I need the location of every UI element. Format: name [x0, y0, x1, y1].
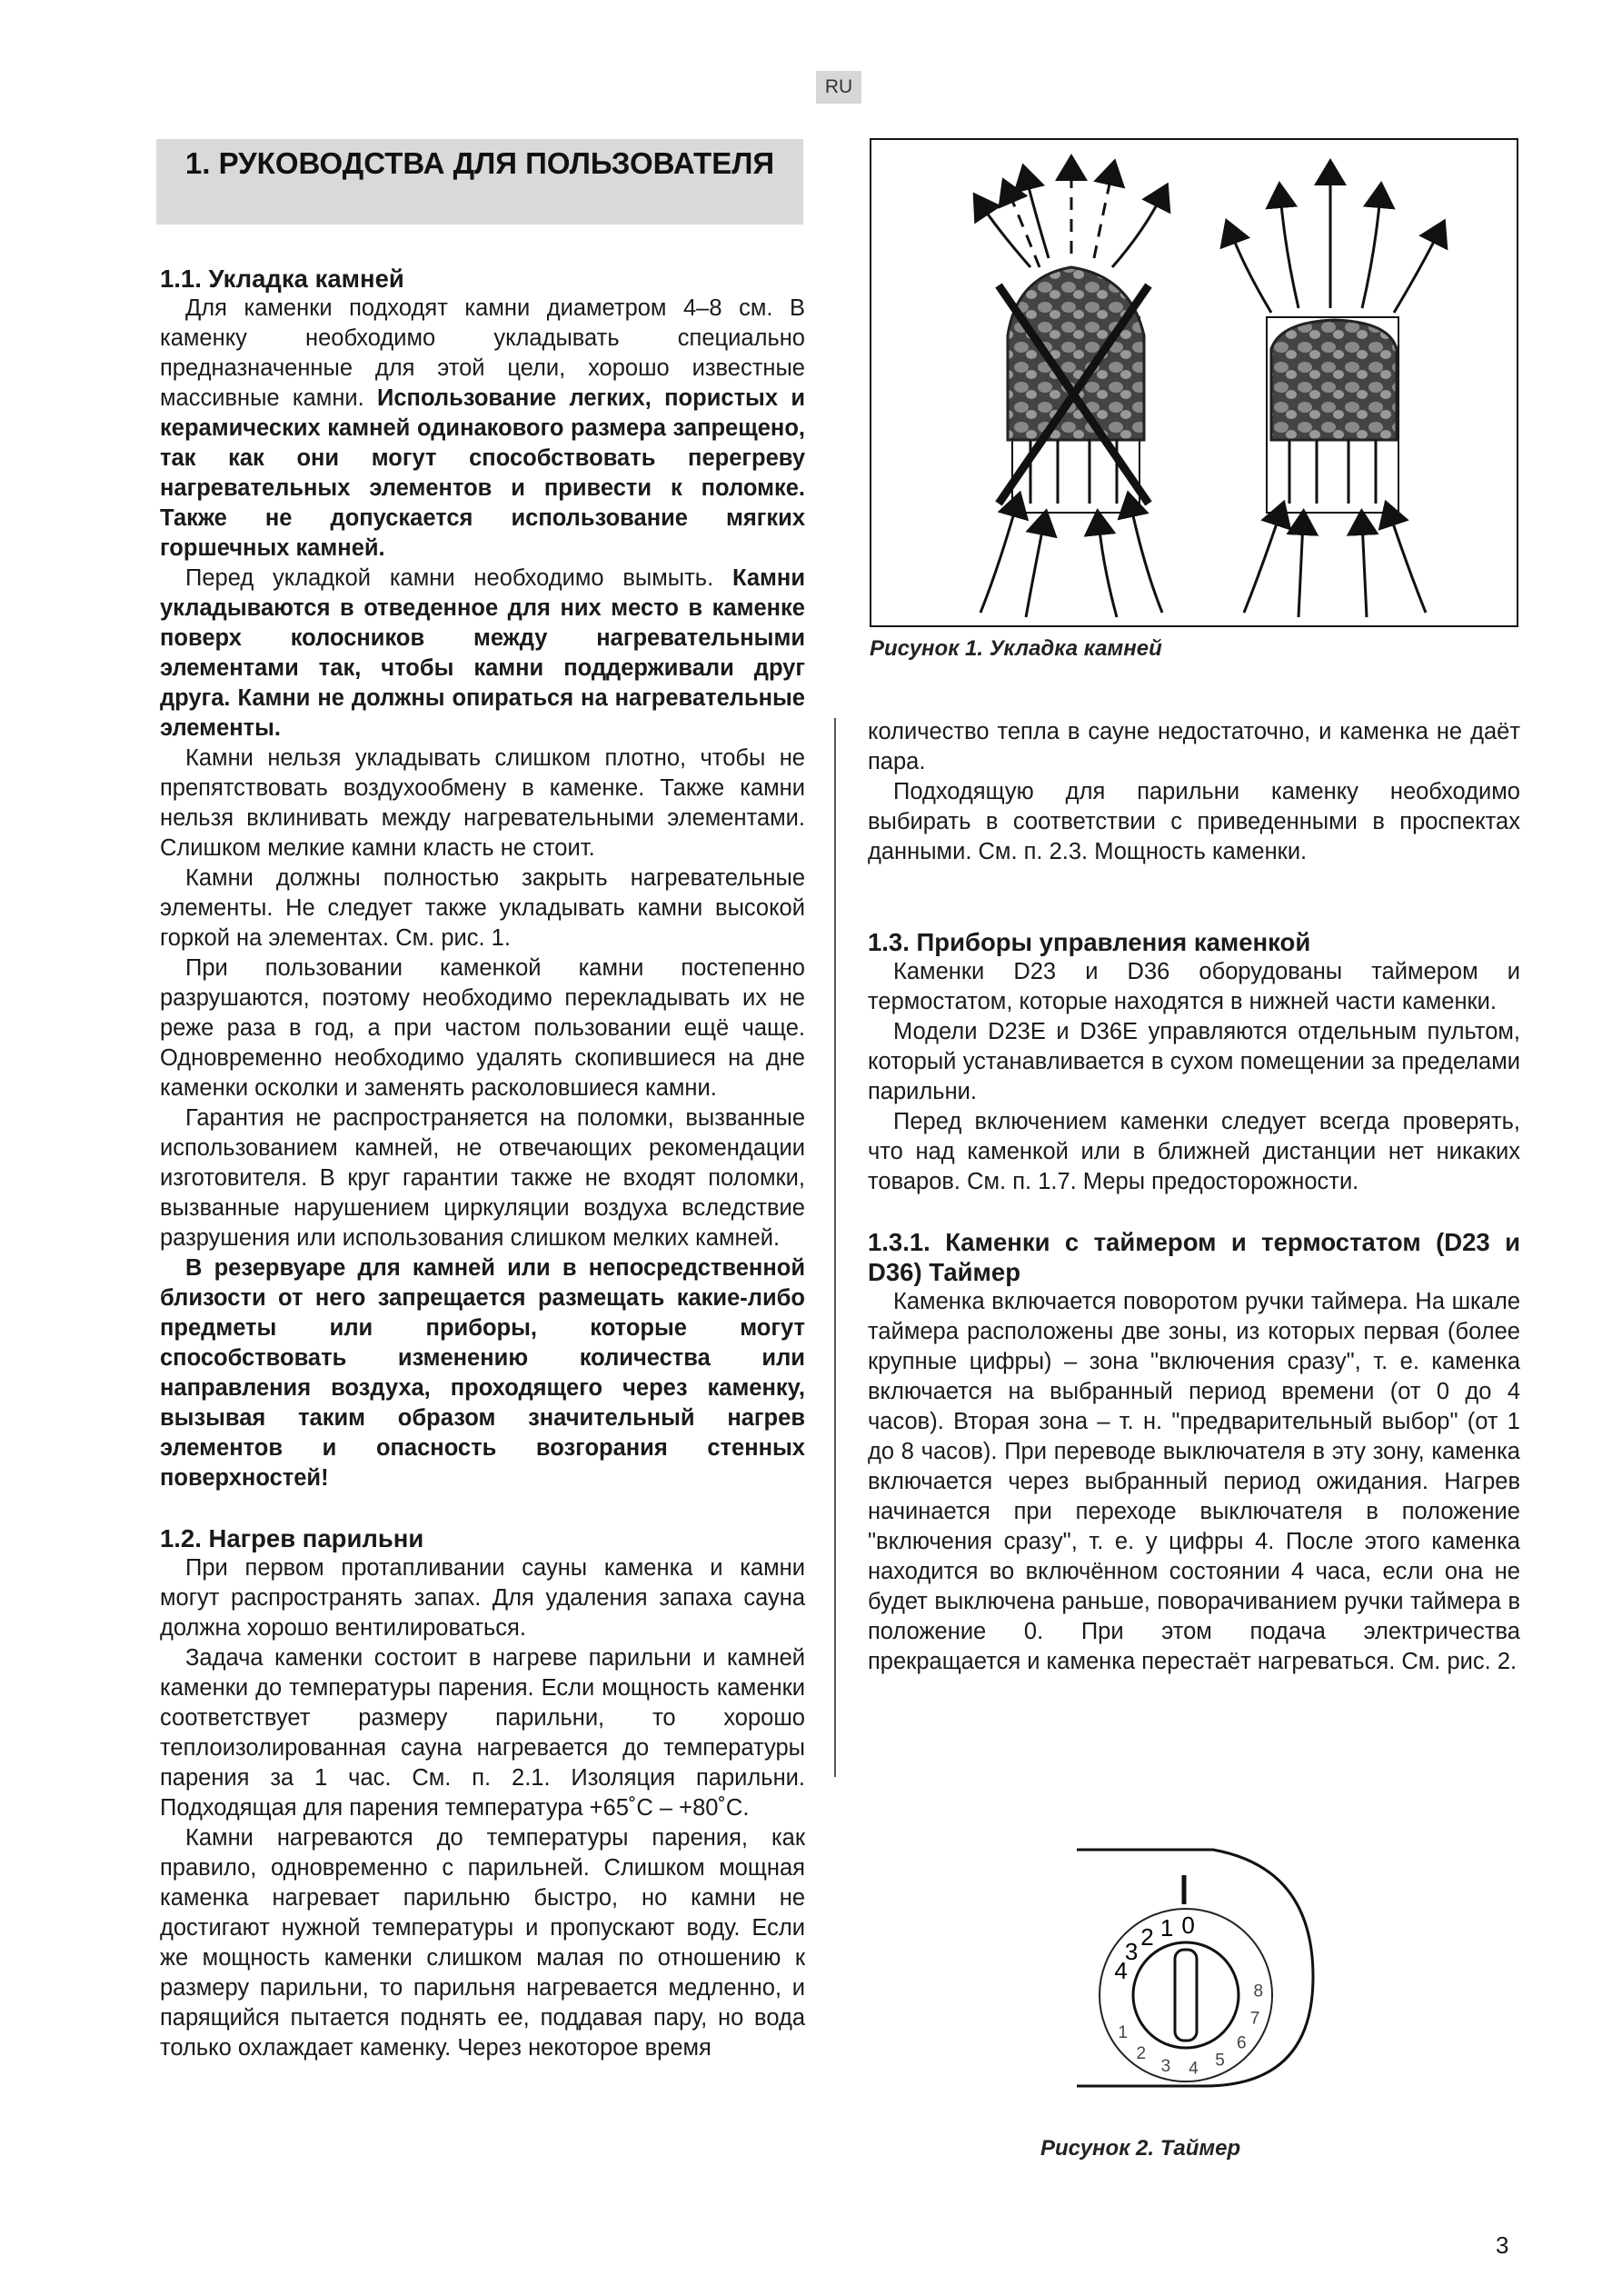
wrong-placement-heater [980, 167, 1162, 617]
paragraph: Камни должны полностью закрыть нагревательные элементы. Не следует также укладывать камни высокой горкой на элементах. См. рис. 1. [160, 865, 805, 951]
timer-preset-label: 2 [1136, 2044, 1147, 2064]
paragraph: Для каменки подходят камни диаметром 4–8 см. В каменку необходимо укладывать специально предназначенные для этой цели, хорошо известные массивные камни. Использование легких, пористых и керамических камней одинакового размера запрещено, так как они могут способствовать перегреву нагревательных элементов и привести к поломке. Также не допускается использование мягких горшечных камней. [160, 295, 805, 561]
timer-preset-label: 6 [1236, 2033, 1247, 2053]
paragraph: При пользовании каменкой камни постепенно разрушаются, поэтому необходимо перекладывать их не реже раза в год, а при частом пользовании ещё чаще. Одновременно необходимо удалять скопившиеся на дне каменки осколки и заменять расколовшиеся камни. [160, 955, 805, 1101]
figure-2-timer [1040, 1813, 1331, 2104]
section-1-3-1-heading: 1.3.1. Каменки с таймером и термостатом (D23 и D36) Таймер [868, 1228, 1520, 1286]
stone-placement-illustration [871, 140, 1517, 625]
figure-1-caption: Рисунок 1. Укладка камней [870, 636, 1162, 661]
dial-knob [1133, 1942, 1239, 2048]
right-column [868, 717, 1520, 1677]
timer-preset-label: 3 [1160, 2056, 1171, 2076]
paragraph: Камни нельзя укладывать слишком плотно, чтобы не препятствовать воздухообмену в каменке. Также камни нельзя вклинивать между нагревательными элементами. Слишком мелкие камни класть не стоит. [160, 745, 805, 861]
timer-preset-label: 5 [1215, 2051, 1225, 2071]
language-badge: RU [816, 71, 861, 104]
paragraph: Гарантия не распространяется на поломки, вызванные использованием камней, не отвечающих рекомендации изготовителя. В круг гарантии также не входят поломки, вызванные нарушением циркуляции воздуха вследствие разрушения или использования слишком мелких камней. [160, 1105, 805, 1251]
timer-immediate-label: 2 [1140, 1922, 1154, 1951]
paragraph: Каменки D23 и D36 оборудованы таймером и термостатом, которые находятся в нижней части каменки. [868, 959, 1520, 1014]
figure-1-stone-placement [870, 138, 1518, 627]
column-divider [834, 718, 836, 1777]
page-number: 3 [1496, 2231, 1509, 2259]
section-1-2-heading: 1.2. Нагрев парильни [160, 1524, 424, 1552]
paragraph: Камни нагреваются до температуры парения, как правило, одновременно с парильней. Слишком мощная каменка нагревает парильню быстро, но камни не достигают нужной температуры и пропускают воду. Если же мощность каменки слишком малая по отношению к размеру парильни, то парильня нагревается медленно, и парящийся пытается поднять ее, поддавая пару, но вода только охлаждает каменку. Через некоторое время [160, 1825, 805, 2061]
left-column [160, 264, 805, 2063]
figure-2-caption: Рисунок 2. Таймер [1040, 2136, 1241, 2161]
timer-immediate-label: 4 [1114, 1957, 1128, 1985]
main-title: 1. РУКОВОДСТВА ДЛЯ ПОЛЬЗОВАТЕЛЯ [156, 139, 803, 225]
paragraph: Каменка включается поворотом ручки таймера. На шкале таймера расположены две зоны, из которых первая (более крупные цифры) – зона "включения сразу", т. е. каменка включается на выбранный период времени (от 0 до 4 часов). Вторая зона – т. н. "предварительный выбор" (от 1 до 8 часов). При переводе выключателя в эту зону, каменка включается через выбранный период ожидания. Нагрев начинается при переходе выключателя в положение "включения сразу", т. е. у цифры 4. После этого каменка находится во включённом состоянии 4 часа, если она не будет выключена раньше, поворачиванием ручки таймера в положение 0. При этом подача электричества прекращается и каменка перестаёт нагреваться. См. рис. 2. [868, 1289, 1520, 1674]
timer-preset-label: 8 [1253, 1982, 1264, 2002]
section-1-1-heading: 1.1. Укладка камней [160, 265, 404, 293]
paragraph: Модели D23E и D36E управляются отдельным пультом, который устанавливается в сухом помещении за пределами парильни. [868, 1019, 1520, 1104]
section-1-3-heading: 1.3. Приборы управления каменкой [868, 928, 1311, 956]
paragraph: количество тепла в сауне недостаточно, и каменка не даёт пара. [868, 719, 1520, 774]
correct-placement-heater [1230, 172, 1439, 617]
timer-dial-illustration [1040, 1813, 1331, 2104]
paragraph: Задача каменки состоит в нагреве парильни и камней каменки до температуры парения. Если мощность каменки соответствует размеру парильни, то хорошо теплоизолированная сауна нагревается до температуры парения за 1 час. См. п. 2.1. Изоляция парильни. Подходящая для парения температура +65˚C – +80˚C. [160, 1645, 805, 1821]
warning-paragraph: В резервуаре для камней или в непосредственной близости от него запрещается размещать какие-либо предметы или приборы, которые могут способствовать изменению количества или направления воздуха, проходящего через каменку, вызывая таким образом значительный нагрев элементов и опасность возгорания стенных поверхностей! [160, 1255, 805, 1491]
timer-preset-label: 4 [1189, 2059, 1199, 2079]
timer-preset-label: 7 [1249, 2009, 1260, 2029]
timer-immediate-label: 1 [1159, 1913, 1174, 1942]
paragraph: Перед укладкой камни необходимо вымыть. Камни укладываются в отведенное для них место в каменке поверх колосников между нагревательными элементами так, чтобы камни поддерживали друг друга. Камни не должны опираться на нагревательные элементы. [160, 565, 805, 741]
timer-immediate-label: 0 [1181, 1912, 1195, 1940]
paragraph: При первом протапливании сауны каменка и камни могут распространять запах. Для удаления запаха сауна должна хорошо вентилироваться. [160, 1555, 805, 1641]
timer-immediate-label: 3 [1124, 1938, 1139, 1966]
timer-preset-label: 1 [1118, 2023, 1129, 2042]
paragraph: Перед включением каменки следует всегда проверять, что над каменкой или в ближней дистанции нет никаких товаров. См. п. 1.7. Меры предосторожности. [868, 1109, 1520, 1194]
paragraph: Подходящую для парильни каменку необходимо выбирать в соответствии с приведенными в проспектах данными. См. п. 2.3. Мощность каменки. [868, 779, 1520, 864]
